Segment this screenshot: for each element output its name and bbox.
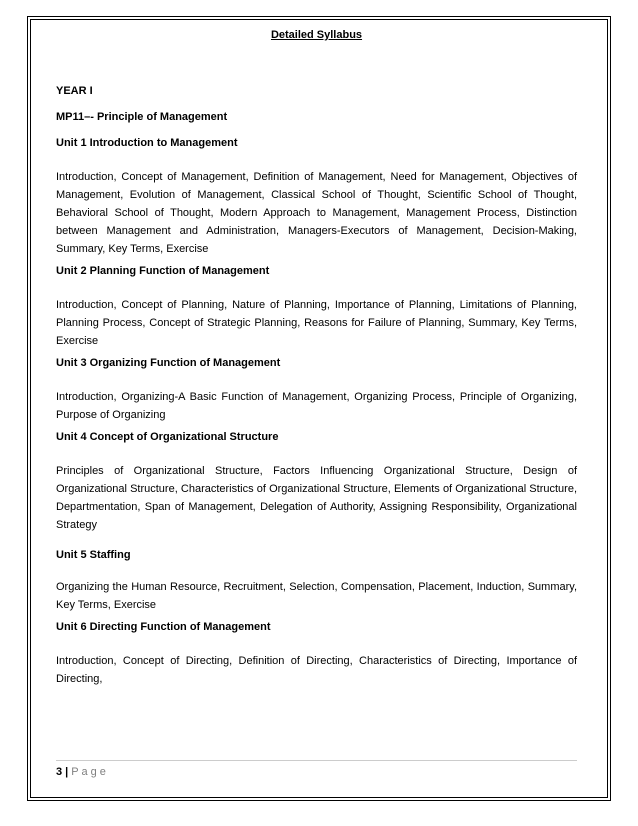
unit-body: Introduction, Concept of Planning, Nature of Planning, Importance of Planning, Limitations of Planning, Planning Process, Concept of Strategic Planning, Reasons for Failure of Planning, Summary, Key Terms, Exercise <box>56 299 577 347</box>
unit-body: Introduction, Organizing-A Basic Function of Management, Organizing Process, Principle of Organizing, Purpose of Organizing <box>56 391 577 421</box>
year-heading: YEAR I <box>56 85 93 97</box>
unit-4 <box>56 430 577 534</box>
page-footer <box>56 765 109 779</box>
unit-heading: Unit 1 Introduction to Management <box>56 137 238 149</box>
unit-heading: Unit 4 Concept of Organizational Structure <box>56 431 279 443</box>
unit-6 <box>56 620 577 688</box>
unit-5 <box>56 548 577 614</box>
unit-body: Introduction, Concept of Management, Definition of Management, Need for Management, Objectives of Management, Evolution of Management, Classical School of Thought, Scientific School of Thought, Behavioral School of Thought, Modern Approach to Management, Management Process, Distinction between Management and Administration, Managers-Executors of Management, Decision-Making, Summary, Key Terms, Exercise <box>56 171 577 255</box>
unit-body: Introduction, Concept of Directing, Definition of Directing, Characteristics of Directing, Importance of Directing, <box>56 655 577 685</box>
unit-body: Organizing the Human Resource, Recruitment, Selection, Compensation, Placement, Induction, Summary, Key Terms, Exercise <box>56 581 577 611</box>
course-heading: MP11–- Principle of Management <box>56 111 228 123</box>
page-label: Page <box>71 766 109 778</box>
page-number: 3 <box>56 766 63 778</box>
unit-heading: Unit 5 Staffing <box>56 549 131 561</box>
unit-heading: Unit 3 Organizing Function of Management <box>56 357 281 369</box>
unit-body: Principles of Organizational Structure, Factors Influencing Organizational Structure, Design of Organizational Structure, Characteristics of Organizational Structure, Elements of Organizational Structure, Departmentation, Span of Management, Delegation of Authority, Assigning Responsibility, Organizational Strategy <box>56 465 577 531</box>
unit-3 <box>56 356 577 424</box>
page-content <box>56 28 577 688</box>
document-title: Detailed Syllabus <box>270 29 363 41</box>
unit-1 <box>56 136 577 258</box>
unit-heading: Unit 6 Directing Function of Management <box>56 621 271 633</box>
footer-separator: | <box>65 766 69 778</box>
unit-2 <box>56 264 577 350</box>
unit-heading: Unit 2 Planning Function of Management <box>56 265 270 277</box>
footer-divider <box>56 760 577 761</box>
